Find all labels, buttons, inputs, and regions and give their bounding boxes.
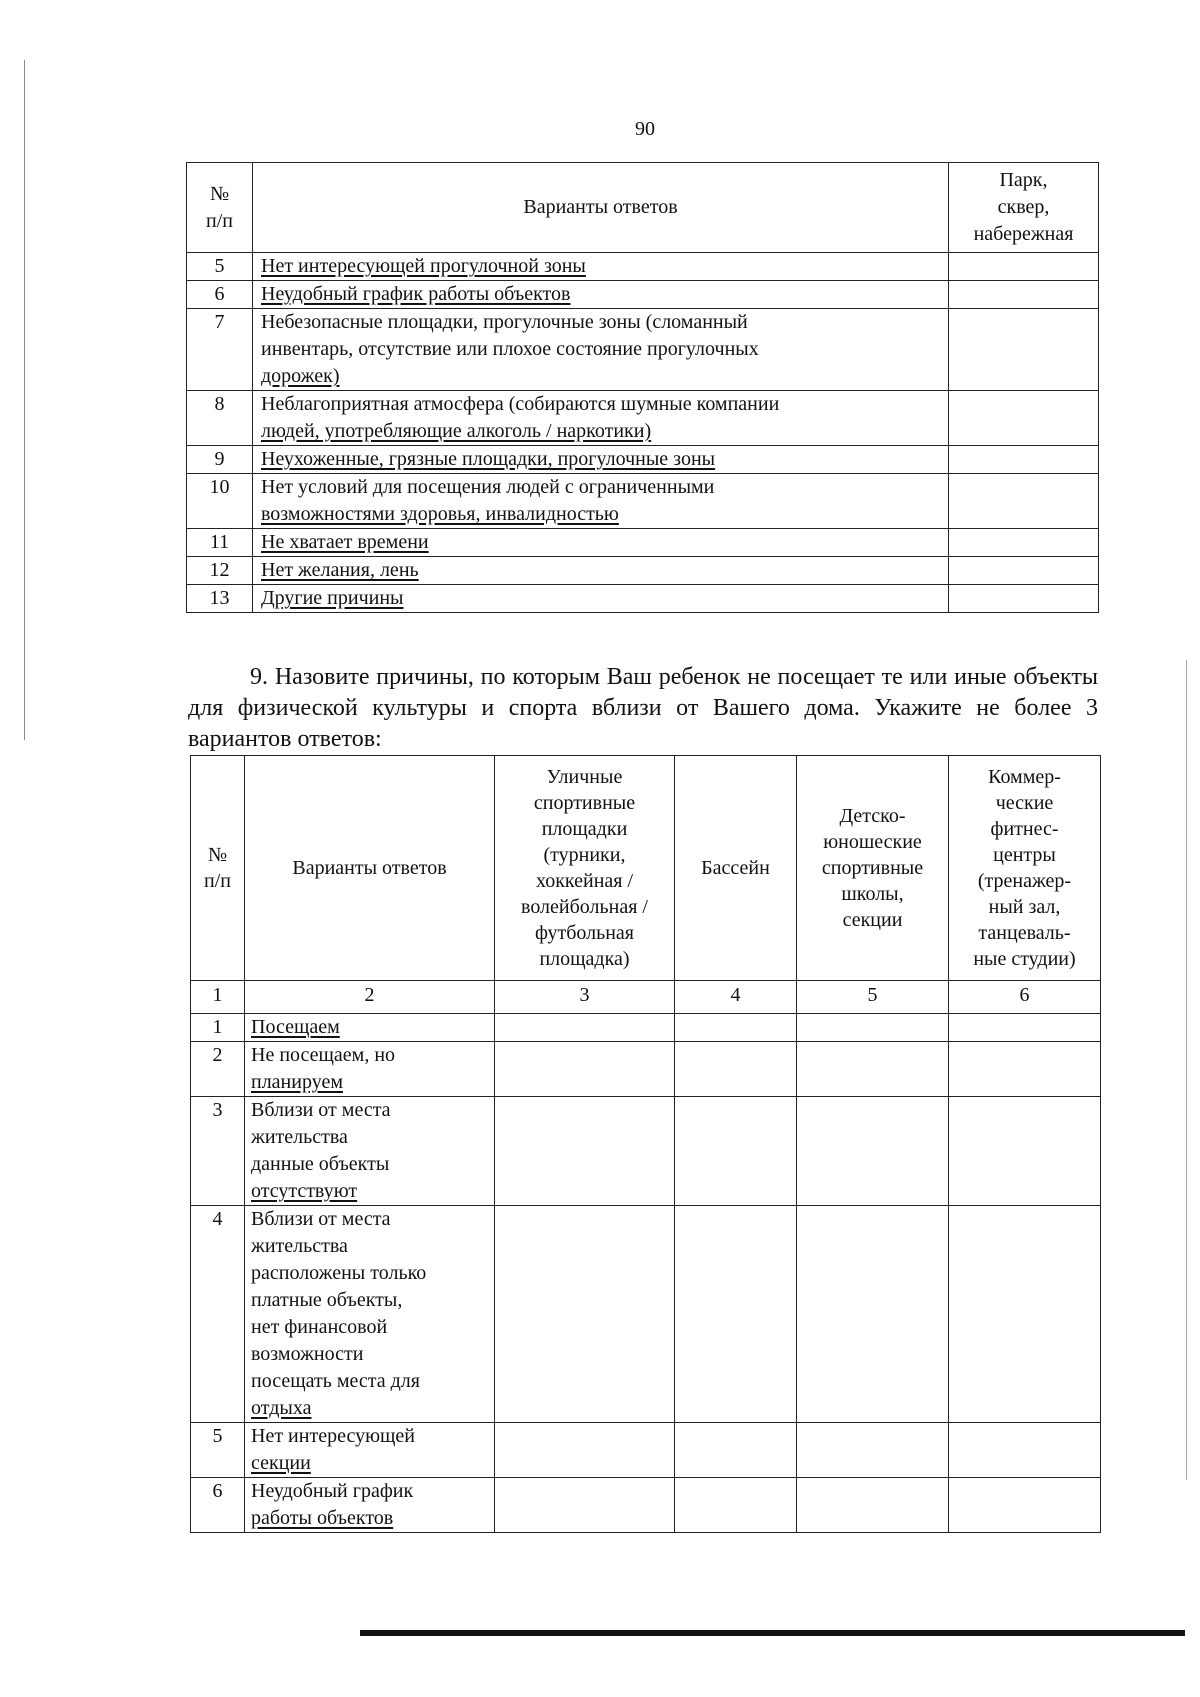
table1-row <box>187 281 1099 309</box>
answer-cell[interactable] <box>495 1042 675 1097</box>
header-line: спортивные <box>533 792 636 814</box>
answer-variant <box>245 1014 495 1042</box>
column-number: 6 <box>949 981 1101 1014</box>
header-line: фитнес- <box>990 818 1059 840</box>
answer-variant <box>253 557 949 585</box>
answer-line: Другие причины <box>261 587 404 609</box>
table2-row <box>191 1206 1101 1423</box>
header-line: ные студии) <box>973 948 1076 970</box>
answer-line: Неудобный график <box>251 1480 414 1502</box>
answer-variant <box>253 585 949 613</box>
answer-cell[interactable] <box>675 1014 797 1042</box>
answer-line: Нет условий для посещения людей с ограниченными <box>261 476 715 498</box>
table2-header-youth-sports-schools <box>797 756 949 981</box>
table1-header-num <box>187 163 253 253</box>
answer-line: Не хватает времени <box>261 531 429 553</box>
page-number: 90 <box>635 118 655 140</box>
answer-variant <box>245 1423 495 1478</box>
answer-line: Посещаем <box>251 1016 340 1038</box>
answer-line: данные объекты <box>251 1153 390 1175</box>
answer-line: Нет желания, лень <box>261 559 419 581</box>
table2-header-variants: Варианты ответов <box>245 756 495 981</box>
header-line: центры <box>993 844 1056 866</box>
answer-cell[interactable] <box>495 1423 675 1478</box>
answer-line: жительства <box>251 1126 348 1148</box>
row-number: 2 <box>191 1042 245 1097</box>
answer-cell[interactable] <box>949 1206 1101 1423</box>
table2-row <box>191 1097 1101 1206</box>
answer-variant <box>245 1206 495 1423</box>
answer-cell[interactable] <box>797 1478 949 1533</box>
answer-line: секции <box>251 1452 311 1474</box>
table1-row <box>187 557 1099 585</box>
answer-variant <box>253 253 949 281</box>
row-number: 11 <box>187 529 253 557</box>
answer-line: возможностями здоровья, инвалидностью <box>261 503 619 525</box>
answer-line: расположены только <box>251 1262 427 1284</box>
row-number: 5 <box>191 1423 245 1478</box>
scan-margin-line-right <box>1186 660 1187 1480</box>
answer-line: Неудобный график работы объектов <box>261 283 571 305</box>
header-line: волейбольная / <box>521 896 648 918</box>
header-line: ный зал, <box>988 896 1061 918</box>
answer-line: инвентарь, отсутствие или плохое состояние прогулочных <box>261 338 759 360</box>
bottom-rule <box>360 1630 1185 1636</box>
answer-cell[interactable] <box>797 1423 949 1478</box>
header-line: (турники, <box>543 844 626 866</box>
column-number: 4 <box>675 981 797 1014</box>
column-number: 5 <box>797 981 949 1014</box>
table1-row <box>187 446 1099 474</box>
answer-variant <box>253 446 949 474</box>
table2-header-row <box>191 756 1101 981</box>
table2-row <box>191 1042 1101 1097</box>
table2-header-num <box>191 756 245 981</box>
table1-row <box>187 585 1099 613</box>
answer-cell[interactable] <box>949 1478 1101 1533</box>
answer-line: людей, употребляющие алкоголь / наркотики) <box>261 420 652 442</box>
scan-margin-line-left <box>24 60 25 740</box>
answer-cell[interactable] <box>675 1206 797 1423</box>
answer-cell-park[interactable] <box>949 309 1099 391</box>
table1-header-park-line: набережная <box>973 223 1074 245</box>
answer-line: Небезопасные площадки, прогулочные зоны (сломанный <box>261 311 748 333</box>
header-line: Детско- <box>839 805 906 827</box>
table1-header-park-line: сквер, <box>997 196 1050 218</box>
row-number: 7 <box>187 309 253 391</box>
header-line: футбольная <box>535 922 634 944</box>
answer-cell-park[interactable] <box>949 529 1099 557</box>
row-number: 6 <box>187 281 253 309</box>
answer-cell[interactable] <box>949 1042 1101 1097</box>
table2-header-num-line: № <box>207 844 228 866</box>
header-line: Бассейн <box>701 857 770 879</box>
table2-row <box>191 1478 1101 1533</box>
answer-line: планируем <box>251 1071 343 1093</box>
table1-header-num-line: № <box>209 182 230 205</box>
answer-cell[interactable] <box>797 1014 949 1042</box>
column-number: 1 <box>191 981 245 1014</box>
answer-variant <box>245 1042 495 1097</box>
header-line: спортивные <box>821 857 924 879</box>
row-number: 12 <box>187 557 253 585</box>
answer-line: дорожек) <box>261 365 340 387</box>
answer-variant <box>253 391 949 446</box>
answer-cell[interactable] <box>797 1042 949 1097</box>
answer-line: платные объекты, <box>251 1289 403 1311</box>
answer-cell[interactable] <box>949 1097 1101 1206</box>
answer-cell-park[interactable] <box>949 557 1099 585</box>
row-number: 9 <box>187 446 253 474</box>
table1-row <box>187 309 1099 391</box>
answer-line: Не посещаем, но <box>251 1044 396 1066</box>
header-line: юношеские <box>823 831 922 853</box>
table2-row <box>191 1423 1101 1478</box>
reasons-table-sports <box>190 755 1101 1533</box>
answer-variant <box>253 529 949 557</box>
row-number: 10 <box>187 474 253 529</box>
header-line: (тренажер- <box>977 870 1072 892</box>
answer-cell[interactable] <box>797 1206 949 1423</box>
header-line: школы, <box>841 883 904 905</box>
answer-cell-park[interactable] <box>949 391 1099 446</box>
question-9-text: Назовите причины, по которым Ваш ребенок не посещает те или иные объекты для физической культуры и спорта вблизи от Вашего дома. Укажите не более 3 вариантов ответов: <box>188 664 1099 752</box>
row-number: 8 <box>187 391 253 446</box>
header-line: хоккейная / <box>535 870 634 892</box>
answer-cell[interactable] <box>675 1097 797 1206</box>
answer-cell-park[interactable] <box>949 446 1099 474</box>
answer-line: Вблизи от места <box>251 1208 391 1230</box>
answer-line: Неухоженные, грязные площадки, прогулочные зоны <box>261 448 716 470</box>
answer-cell-park[interactable] <box>949 253 1099 281</box>
header-line: Коммер- <box>988 766 1061 788</box>
answer-cell[interactable] <box>949 1014 1101 1042</box>
answer-variant <box>253 474 949 529</box>
header-line: танцеваль- <box>978 922 1071 944</box>
question-9 <box>188 662 1098 755</box>
table2-header-commercial-fitness <box>949 756 1101 981</box>
answer-cell[interactable] <box>495 1014 675 1042</box>
answer-cell[interactable] <box>797 1097 949 1206</box>
answer-line: жительства <box>251 1235 348 1257</box>
table2-row <box>191 1014 1101 1042</box>
answer-line: отдыха <box>251 1397 312 1419</box>
table1-row <box>187 253 1099 281</box>
row-number: 5 <box>187 253 253 281</box>
answer-cell[interactable] <box>495 1478 675 1533</box>
answer-variant <box>253 309 949 391</box>
row-number: 1 <box>191 1014 245 1042</box>
answer-line: возможности <box>251 1343 364 1365</box>
answer-cell-park[interactable] <box>949 585 1099 613</box>
header-line: площадки <box>541 818 628 840</box>
table1-row <box>187 391 1099 446</box>
answer-cell[interactable] <box>949 1423 1101 1478</box>
column-number: 3 <box>495 981 675 1014</box>
answer-line: Нет интересующей прогулочной зоны <box>261 255 586 277</box>
row-number: 3 <box>191 1097 245 1206</box>
row-number: 4 <box>191 1206 245 1423</box>
answer-line: Вблизи от места <box>251 1099 391 1121</box>
answer-variant <box>245 1097 495 1206</box>
answer-cell[interactable] <box>675 1423 797 1478</box>
answer-cell[interactable] <box>675 1042 797 1097</box>
row-number: 6 <box>191 1478 245 1533</box>
reasons-table-parks <box>186 162 1099 613</box>
question-9-number: 9. <box>250 664 268 690</box>
table1-header-num-line: п/п <box>206 209 233 232</box>
answer-line: Нет интересующей <box>251 1425 415 1447</box>
table1-header-row <box>187 163 1099 253</box>
answer-variant <box>245 1478 495 1533</box>
answer-cell[interactable] <box>675 1478 797 1533</box>
answer-variant <box>253 281 949 309</box>
answer-cell[interactable] <box>495 1206 675 1423</box>
table1-header-park-line: Парк, <box>999 169 1048 191</box>
header-line: ческие <box>995 792 1054 814</box>
table1-header-variants: Варианты ответов <box>253 163 949 253</box>
answer-cell-park[interactable] <box>949 281 1099 309</box>
table1-row <box>187 474 1099 529</box>
answer-line: посещать места для <box>251 1370 420 1392</box>
table2-header-num-line: п/п <box>204 870 231 892</box>
table1-row <box>187 529 1099 557</box>
table2-header-pool <box>675 756 797 981</box>
answer-line: работы объектов <box>251 1507 394 1529</box>
answer-line: Неблагоприятная атмосфера (собираются шумные компании <box>261 393 780 415</box>
header-line: Уличные <box>546 766 623 788</box>
row-number: 13 <box>187 585 253 613</box>
header-line: секции <box>842 909 903 931</box>
answer-cell-park[interactable] <box>949 474 1099 529</box>
table1-header-park <box>949 163 1099 253</box>
answer-cell[interactable] <box>495 1097 675 1206</box>
table2-header-street-sports-grounds <box>495 756 675 981</box>
header-line: площадка) <box>539 948 630 970</box>
answer-line: отсутствуют <box>251 1180 358 1202</box>
column-number: 2 <box>245 981 495 1014</box>
answer-line: нет финансовой <box>251 1316 388 1338</box>
column-numbers-row <box>191 981 1101 1014</box>
